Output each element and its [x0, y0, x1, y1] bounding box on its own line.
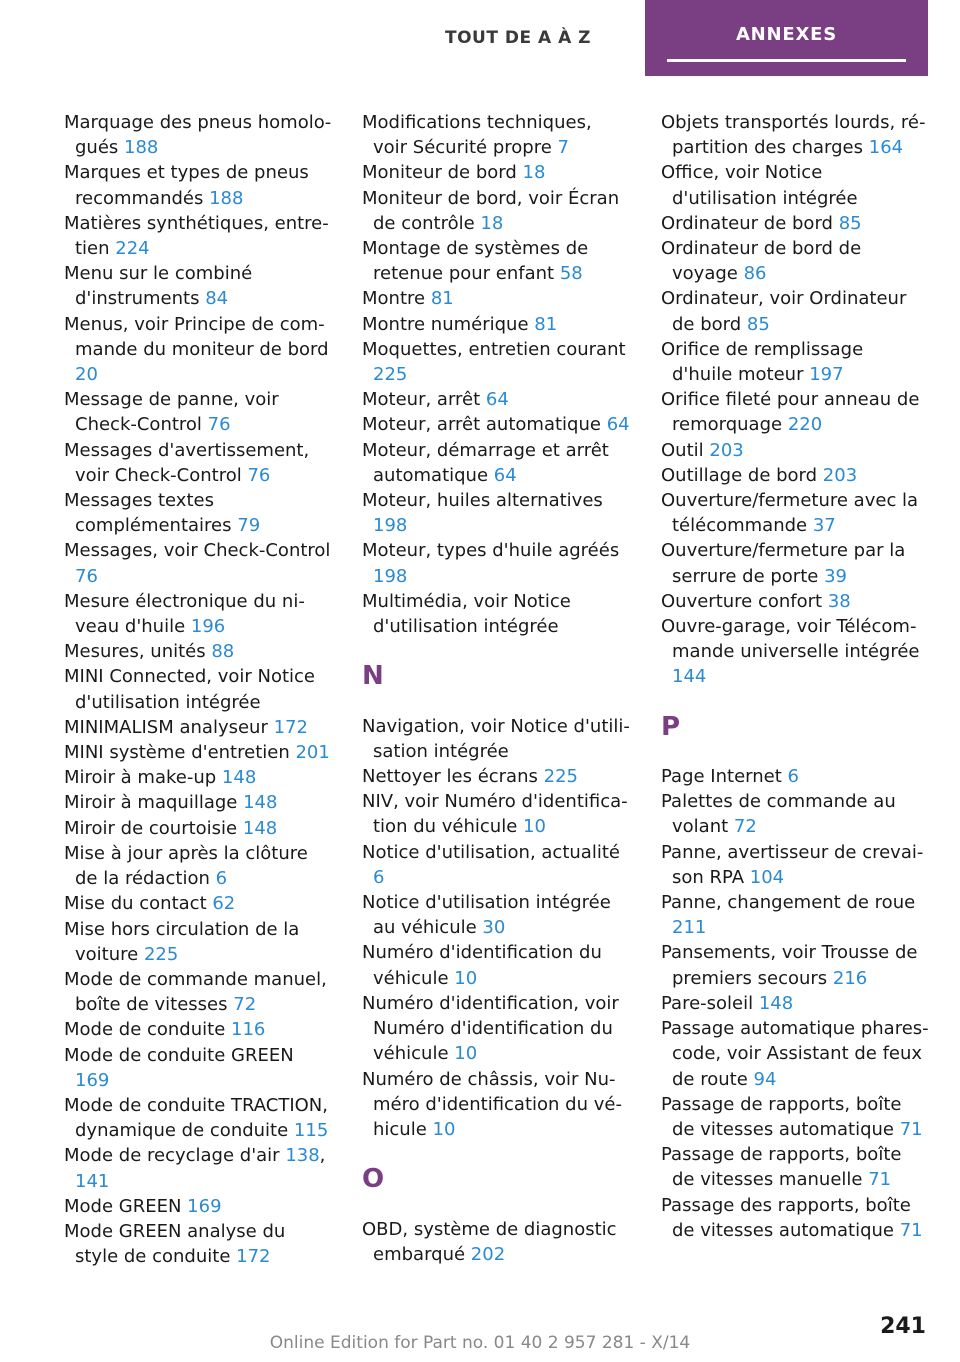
index-entry-text: Mode de conduite [64, 1019, 226, 1041]
page-reference-link[interactable]: 104 [749, 866, 785, 888]
index-entry-text: Palettes de commande au volant [661, 791, 896, 838]
index-entry-text: Marquage des pneus homologués [64, 112, 332, 159]
index-entry [661, 236, 929, 286]
index-entry [64, 1219, 332, 1269]
index-entry-text: Moteur, types d'huile agréés [362, 540, 620, 562]
index-entry [661, 387, 929, 437]
index-entry [362, 286, 630, 311]
page-reference-link[interactable]: 138 [285, 1145, 320, 1167]
page-reference-link[interactable]: 64 [493, 464, 517, 486]
page-reference-link[interactable]: 172 [273, 716, 308, 738]
index-entry: Mode de recyclage d'air 138, 141 [64, 1145, 326, 1192]
index-entry-text: Notice d'utilisation, actualité [362, 841, 620, 863]
page-reference-link[interactable]: 6 [373, 866, 385, 888]
page-reference-link[interactable]: 79 [237, 515, 261, 537]
index-entry [661, 614, 929, 690]
index-entry-text: Message de panne, voir Check-Control [64, 389, 279, 436]
page-reference-link[interactable]: 76 [247, 464, 271, 486]
index-entry [661, 538, 929, 588]
index-entry [64, 841, 332, 891]
index-entry [362, 160, 630, 185]
index-entry [362, 991, 630, 1067]
index-entry-text: Navigation, voir Notice d'utilisation intégrée [362, 715, 630, 762]
index-entry [362, 438, 630, 488]
page-reference-link[interactable]: 64 [606, 414, 630, 436]
page-reference-link[interactable]: 58 [559, 263, 583, 285]
index-entry [362, 840, 630, 890]
page-reference-link[interactable]: 10 [432, 1118, 456, 1140]
index-letter-heading: O [362, 1164, 385, 1195]
page-reference-link[interactable]: 203 [822, 464, 858, 486]
index-entry-text: Moteur, huiles alternatives [362, 490, 603, 512]
index-entry-text: Miroir à maquillage [64, 792, 238, 814]
index-entry [64, 387, 332, 437]
index-entry-text: Pare-soleil [661, 992, 754, 1014]
page-reference-link[interactable]: 220 [787, 414, 823, 436]
index-entry-text: Orifice de remplissage d'huile moteur [661, 338, 864, 386]
page-reference-link[interactable]: 225 [143, 943, 179, 965]
index-entry-text: Ouverture confort [661, 590, 823, 612]
index-entry [661, 438, 929, 463]
index-entry-text: Passage automatique phares-code, voir Assistant de feux de route [661, 1018, 929, 1090]
index-entry-text: Montage de systèmes de retenue pour enfant [362, 238, 589, 285]
index-entry-text: Orifice fileté pour anneau de remorquage [661, 389, 920, 436]
index-entry-text: Mise du contact [64, 893, 207, 915]
index-entry [64, 211, 332, 261]
index-entry-text: Panne, avertisseur de crevaison RPA [661, 841, 924, 888]
page-reference-link[interactable]: 71 [899, 1118, 923, 1140]
index-entry-text: Ouverture/fermeture avec la télécommande [661, 490, 919, 537]
index-entry [661, 160, 929, 210]
page-reference-link[interactable]: 216 [832, 967, 868, 989]
page-reference-link[interactable]: 202 [470, 1243, 506, 1265]
chapter-tab-label: ANNEXES [735, 23, 838, 45]
index-entry [64, 664, 332, 714]
index-entry [64, 589, 332, 639]
index-entry [64, 438, 332, 488]
index-letter-heading: N [362, 661, 384, 692]
page-reference-link[interactable]: 20 [75, 364, 98, 386]
index-entry [362, 412, 630, 437]
index-entry [64, 715, 332, 740]
index-entry [661, 488, 929, 538]
index-entry-text: Mise hors circulation de la voiture [64, 918, 300, 965]
index-entry-text: Ordinateur de bord de voyage [661, 238, 862, 285]
index-entry-text: Menu sur le combiné d'instruments [64, 263, 253, 310]
index-entry [362, 1067, 630, 1143]
page-reference-link[interactable]: 197 [809, 364, 844, 386]
page-reference-link[interactable]: 18 [480, 212, 504, 234]
index-entry [661, 337, 929, 387]
index-entry [362, 236, 630, 286]
page-reference-link[interactable]: 62 [212, 893, 236, 915]
index-entry [64, 639, 332, 664]
page-reference-link[interactable]: 224 [115, 238, 150, 260]
index-entry-text: Passage de rapports, boîte de vitesses automatique [661, 1093, 902, 1140]
index-entry-text: Passage de rapports, boîte de vitesses manuelle [661, 1144, 902, 1191]
chapter-tab-underline [667, 59, 906, 62]
page-reference-link[interactable]: 141 [75, 1170, 110, 1192]
index-entry [64, 261, 332, 311]
page-reference-link[interactable]: 188 [124, 137, 159, 159]
index-entry-text: Numéro d'identification, voir Numéro d'identification du véhicule [362, 992, 619, 1065]
index-entry-text: Page Internet [661, 766, 782, 788]
index-entry [362, 110, 630, 160]
page-reference-link[interactable]: 198 [373, 565, 408, 587]
index-entry-text: Moteur, démarrage et arrêt automatique [362, 439, 609, 486]
index-entry-text: Mesure électronique du niveau d'huile [64, 590, 305, 638]
index-entry-text: Mise à jour après la clôture de la rédaction [64, 842, 308, 890]
index-entry-text: Notice d'utilisation intégrée au véhicule [362, 892, 611, 939]
page-reference-link[interactable]: 18 [522, 162, 546, 184]
page-reference-link[interactable]: 148 [242, 817, 278, 839]
index-entry-text: Ouverture/fermeture par la serrure de porte [661, 540, 906, 587]
index-entry-text: Nettoyer les écrans [362, 766, 538, 788]
index-entry-text: Office, voir Notice d'utilisation intégrée [661, 162, 858, 209]
page-reference-link[interactable]: 76 [207, 414, 231, 436]
page-reference-link[interactable]: 84 [205, 288, 229, 310]
page-reference-link[interactable]: 188 [209, 187, 244, 209]
index-entry [64, 790, 332, 815]
index-entry [661, 991, 929, 1016]
page-reference-link[interactable]: 198 [373, 515, 408, 537]
index-entry [661, 840, 929, 890]
index-entry [362, 1217, 630, 1267]
index-entry [64, 967, 332, 1017]
index-entry-text: Pansements, voir Trousse de premiers secours [661, 942, 918, 989]
page-reference-link[interactable]: 164 [868, 137, 904, 159]
index-entry-text: Moniteur de bord [362, 162, 517, 184]
index-entry-text: Mode GREEN analyse du style de conduite [64, 1220, 286, 1268]
index-entry-text: Outil [661, 439, 704, 461]
index-entry-text: Panne, changement de roue [661, 892, 916, 914]
index-column-3 [661, 110, 929, 1243]
index-entry [64, 1194, 332, 1219]
index-entry-text: Miroir de courtoisie [64, 817, 238, 839]
index-entry [64, 1093, 332, 1143]
page-reference-link[interactable]: 72 [233, 994, 257, 1016]
index-entry [64, 816, 332, 841]
index-entry-text: Objets transportés lourds, répartition des charges [661, 112, 926, 159]
page-reference-link[interactable]: 148 [758, 992, 794, 1014]
page-reference-link[interactable]: 85 [746, 313, 770, 335]
page-reference-link[interactable]: 71 [899, 1219, 923, 1241]
page-reference-link[interactable]: 148 [221, 767, 257, 789]
index-entry-text: Messages d'avertissement, voir Check-Control [64, 439, 310, 486]
index-column-2 [362, 110, 630, 1267]
page-number: 241 [880, 1314, 926, 1339]
page-reference-link[interactable]: 7 [557, 137, 569, 159]
page-reference-link[interactable]: 169 [187, 1195, 222, 1217]
index-entry-text: Numéro de châssis, voir Numéro d'identification du véhicule [362, 1068, 622, 1140]
page-reference-link[interactable]: 76 [75, 565, 98, 587]
page-reference-link[interactable]: 81 [430, 288, 454, 310]
index-entry-text: Modifications techniques, voir Sécurité propre [362, 112, 592, 159]
index-entry [362, 714, 630, 764]
index-entry [362, 488, 630, 538]
index-entry [64, 1043, 332, 1093]
index-entry-text: Mode de conduite TRACTION, dynamique de conduite [64, 1094, 328, 1142]
index-entry-text: Menus, voir Principe de commande du moniteur de bord [64, 313, 329, 360]
page-reference-link[interactable]: 116 [231, 1019, 266, 1041]
page-header [0, 0, 960, 76]
index-entry [362, 312, 630, 337]
index-entry [64, 891, 332, 916]
index-entry-text: Miroir à make-up [64, 767, 217, 789]
index-entry-text: OBD, système de diagnostic embarqué [362, 1218, 617, 1265]
page-reference-link[interactable]: 211 [672, 917, 707, 939]
index-entry [661, 764, 929, 789]
page-reference-link[interactable]: 30 [482, 917, 506, 939]
index-entry-text: Moteur, arrêt [362, 389, 481, 411]
page-reference-link[interactable]: 6 [787, 766, 799, 788]
index-entry-text: Montre [362, 288, 426, 310]
index-entry [362, 940, 630, 990]
index-entry [661, 110, 929, 160]
page-reference-link[interactable]: 94 [753, 1068, 777, 1090]
index-entry [64, 488, 332, 538]
index-entry [661, 890, 929, 940]
index-letter-heading: P [661, 711, 681, 742]
index-entry [661, 940, 929, 990]
page-reference-link[interactable]: 144 [672, 666, 707, 688]
page-reference-link[interactable]: 85 [838, 212, 862, 234]
index-entry-text: Matières synthétiques, entretien [64, 212, 329, 260]
index-entry [362, 764, 630, 789]
page-reference-link[interactable]: 81 [534, 313, 558, 335]
index-entry [362, 186, 630, 236]
index-entry-text: Passage des rapports, boîte de vitesses automatique [661, 1194, 911, 1241]
page-reference-link[interactable]: 88 [211, 641, 235, 663]
footer-edition: Online Edition for Part no. 01 40 2 957 281 - X/14 [269, 1333, 691, 1353]
index-entry [64, 538, 332, 588]
page-reference-link[interactable]: 86 [743, 263, 767, 285]
index-entry [661, 1092, 929, 1142]
page-reference-link[interactable]: 201 [295, 742, 330, 764]
index-entry [661, 1193, 929, 1243]
index-entry [64, 765, 332, 790]
index-entry [362, 789, 630, 839]
index-entry [661, 1142, 929, 1192]
index-entry [362, 890, 630, 940]
index-entry-text: Mode de conduite GREEN [64, 1044, 294, 1066]
index-entry [64, 312, 332, 388]
page-reference-link[interactable]: 203 [709, 439, 744, 461]
index-entry-text: Ouvre-garage, voir Télécommande universelle intégrée [661, 616, 920, 663]
page-reference-link[interactable]: 115 [293, 1120, 329, 1142]
index-entry [661, 789, 929, 839]
index-entry [362, 337, 630, 387]
page-reference-link[interactable]: 225 [373, 364, 408, 386]
index-entry [64, 1017, 332, 1042]
page-reference-link[interactable]: 6 [215, 868, 228, 890]
index-entry-text: Moteur, arrêt automatique [362, 414, 601, 436]
index-entry-text: Ordinateur, voir Ordinateur de bord [661, 288, 907, 335]
page-reference-link[interactable]: 71 [868, 1169, 892, 1191]
index-entry-text: MINI système d'entretien [64, 742, 290, 764]
page-reference-link[interactable]: 64 [485, 389, 509, 411]
index-entry [661, 286, 929, 336]
index-entry-text: Moquettes, entretien courant [362, 338, 626, 360]
page-reference-link[interactable]: 196 [190, 616, 226, 638]
index-entry [362, 538, 630, 588]
index-entry-text: Marques et types de pneus recommandés [64, 162, 309, 209]
page-reference-link[interactable]: 37 [812, 515, 836, 537]
page-reference-link[interactable]: 72 [733, 816, 757, 838]
page-reference-link[interactable]: 148 [243, 792, 278, 814]
index-entry-text: MINI Connected, voir Notice d'utilisation intégrée [64, 666, 315, 713]
index-entry [362, 387, 630, 412]
index-entry [362, 589, 630, 639]
index-entry-text: Mesures, unités [64, 641, 206, 663]
index-entry-text: NIV, voir Numéro d'identification du véhicule [362, 791, 628, 838]
index-entry-text: Multimédia, voir Notice d'utilisation intégrée [362, 590, 571, 638]
page-reference-link[interactable]: 225 [543, 766, 578, 788]
page-reference-link[interactable]: 38 [827, 590, 851, 612]
index-entry-text: Numéro d'identification du véhicule [362, 942, 602, 989]
index-entry-text: Messages textes complémentaires [64, 490, 232, 537]
page-reference-link[interactable]: 169 [75, 1069, 110, 1091]
section-title: TOUT DE A À Z [445, 28, 591, 48]
index-entry-text: Ordinateur de bord [661, 212, 833, 234]
index-entry-text: MINIMALISM analyseur [64, 716, 268, 738]
index-entry [661, 1016, 929, 1092]
page-reference-link[interactable]: 172 [236, 1246, 271, 1268]
index-entry [64, 160, 332, 210]
index-entry [64, 110, 332, 160]
chapter-tab [645, 0, 928, 76]
index-entry [661, 211, 929, 236]
index-entry-text: Outillage de bord [661, 464, 818, 486]
index-entry-text: Mode GREEN [64, 1195, 182, 1217]
index-entry-text: Messages, voir Check-Control [64, 540, 331, 562]
index-column-1 [64, 110, 332, 1269]
index-entry [661, 463, 929, 488]
index-entry-text: Moniteur de bord, voir Écran de contrôle [362, 187, 620, 234]
index-entry-text: Mode de recyclage d'air [64, 1145, 280, 1167]
page-reference-link[interactable]: 10 [454, 1043, 478, 1065]
index-entry [64, 917, 332, 967]
index-entry-text: Mode de commande manuel, boîte de vitesses [64, 968, 327, 1016]
page-reference-link[interactable]: 10 [523, 816, 546, 838]
page-reference-link[interactable]: 39 [824, 565, 847, 587]
index-entry-text: Montre numérique [362, 313, 529, 335]
index-entry [661, 589, 929, 614]
page-reference-link[interactable]: 10 [454, 967, 478, 989]
index-entry [64, 740, 332, 765]
